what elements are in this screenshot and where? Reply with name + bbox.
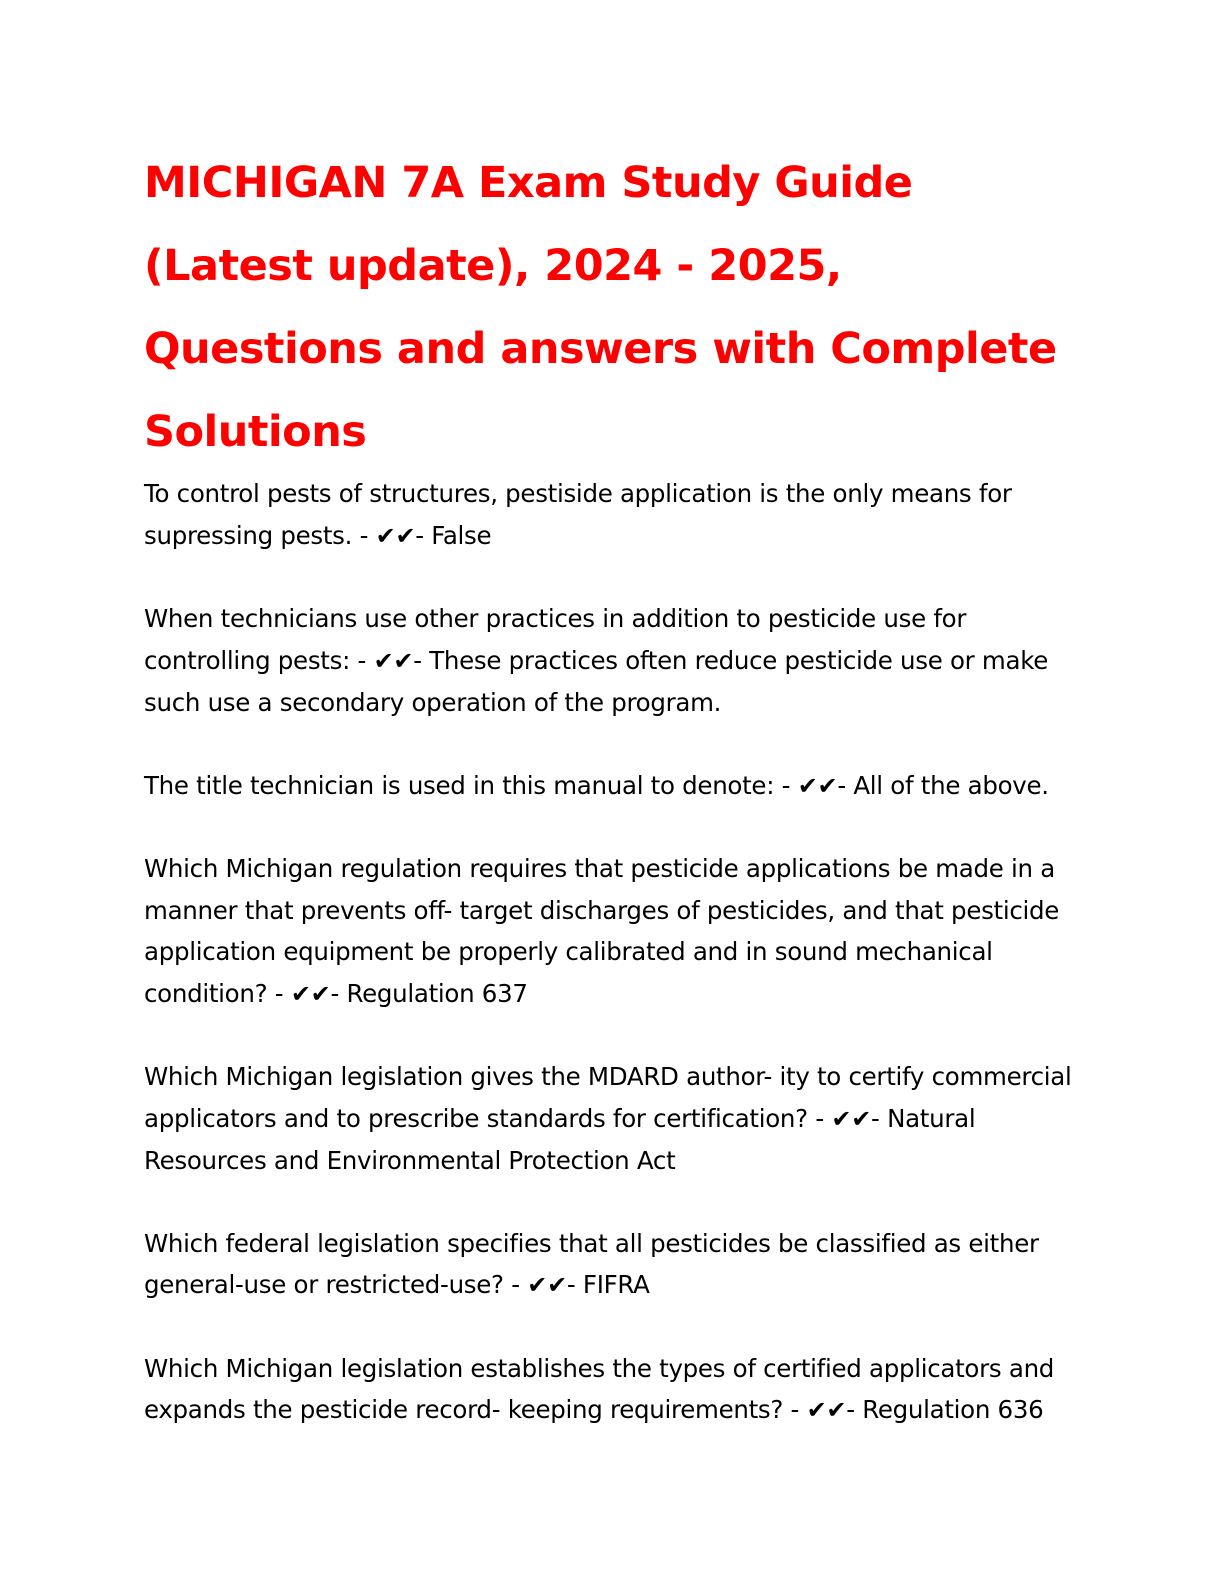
separator: - bbox=[413, 645, 430, 675]
check-mark-icon: ✔✔ bbox=[831, 1104, 872, 1133]
question-text: Which Michigan legislation establishes the types of certified applicators and expands the pesticide record- keeping requirements? bbox=[144, 1353, 1055, 1424]
check-mark-icon: ✔✔ bbox=[806, 1396, 847, 1424]
separator: - bbox=[871, 1103, 888, 1133]
qa-item-3 bbox=[144, 765, 1084, 808]
question-text: The title technician is used in this manual to denote: bbox=[144, 770, 775, 800]
separator: - bbox=[503, 1270, 528, 1299]
qa-item-5 bbox=[144, 1056, 1084, 1182]
separator: - bbox=[837, 770, 854, 800]
check-mark-icon: ✔✔ bbox=[373, 646, 414, 675]
title-line-4: Solutions bbox=[144, 407, 367, 457]
answer-text: Regulation 636 bbox=[862, 1395, 1044, 1424]
separator: - bbox=[330, 978, 347, 1008]
check-mark-icon: ✔✔ bbox=[797, 771, 838, 800]
separator: - bbox=[807, 1103, 832, 1133]
question-text: Which Michigan legislation gives the MDARD author- ity to certify commercial applicators and to prescribe standards for certification? bbox=[144, 1062, 1072, 1133]
separator: - bbox=[774, 770, 798, 800]
title-line-1: MICHIGAN 7A Exam Study Guide bbox=[144, 158, 913, 208]
qa-item-4 bbox=[144, 848, 1084, 1015]
separator: - bbox=[350, 645, 374, 675]
separator: - bbox=[783, 1395, 807, 1424]
qa-item-6 bbox=[144, 1223, 1084, 1307]
qa-list bbox=[144, 473, 1084, 1432]
separator: - bbox=[846, 1395, 863, 1424]
question-text: Which Michigan regulation requires that pesticide applications be made in a manner that prevents off- target discharges of pesticides, and that pesticide application equipment be properly calibrated and in sound mechanical condition? bbox=[144, 854, 1060, 1008]
question-text: Which federal legislation specifies that all pesticides be classified as either general-use or restricted-use? bbox=[144, 1228, 1039, 1299]
qa-item-2 bbox=[144, 598, 1084, 724]
title-line-2: (Latest update), 2024 - 2025, bbox=[144, 241, 842, 291]
question-text: To control pests of structures, pestiside application is the only means for supressing pests. bbox=[144, 479, 1012, 550]
separator: - bbox=[566, 1270, 583, 1299]
answer-text: Regulation 637 bbox=[346, 978, 528, 1008]
answer-text: FIFRA bbox=[582, 1270, 650, 1299]
check-mark-icon: ✔✔ bbox=[375, 521, 416, 550]
document-title bbox=[144, 142, 1104, 474]
question-text: When technicians use other practices in addition to pesticide use for controlling pests: bbox=[144, 604, 967, 675]
separator: - bbox=[352, 520, 376, 550]
separator: - bbox=[415, 520, 432, 550]
qa-item-1 bbox=[144, 473, 1084, 557]
answer-text: These practices often reduce pesticide use or make such use a secondary operation of the program. bbox=[144, 645, 1048, 717]
answer-text: False bbox=[431, 520, 492, 550]
answer-text: Natural Resources and Environmental Protection Act bbox=[144, 1103, 976, 1175]
title-line-3: Questions and answers with Complete bbox=[144, 324, 1057, 374]
separator: - bbox=[267, 978, 291, 1008]
qa-item-7 bbox=[144, 1348, 1084, 1432]
check-mark-icon: ✔✔ bbox=[290, 979, 331, 1008]
answer-text: All of the above. bbox=[853, 770, 1049, 800]
check-mark-icon: ✔✔ bbox=[527, 1271, 567, 1299]
